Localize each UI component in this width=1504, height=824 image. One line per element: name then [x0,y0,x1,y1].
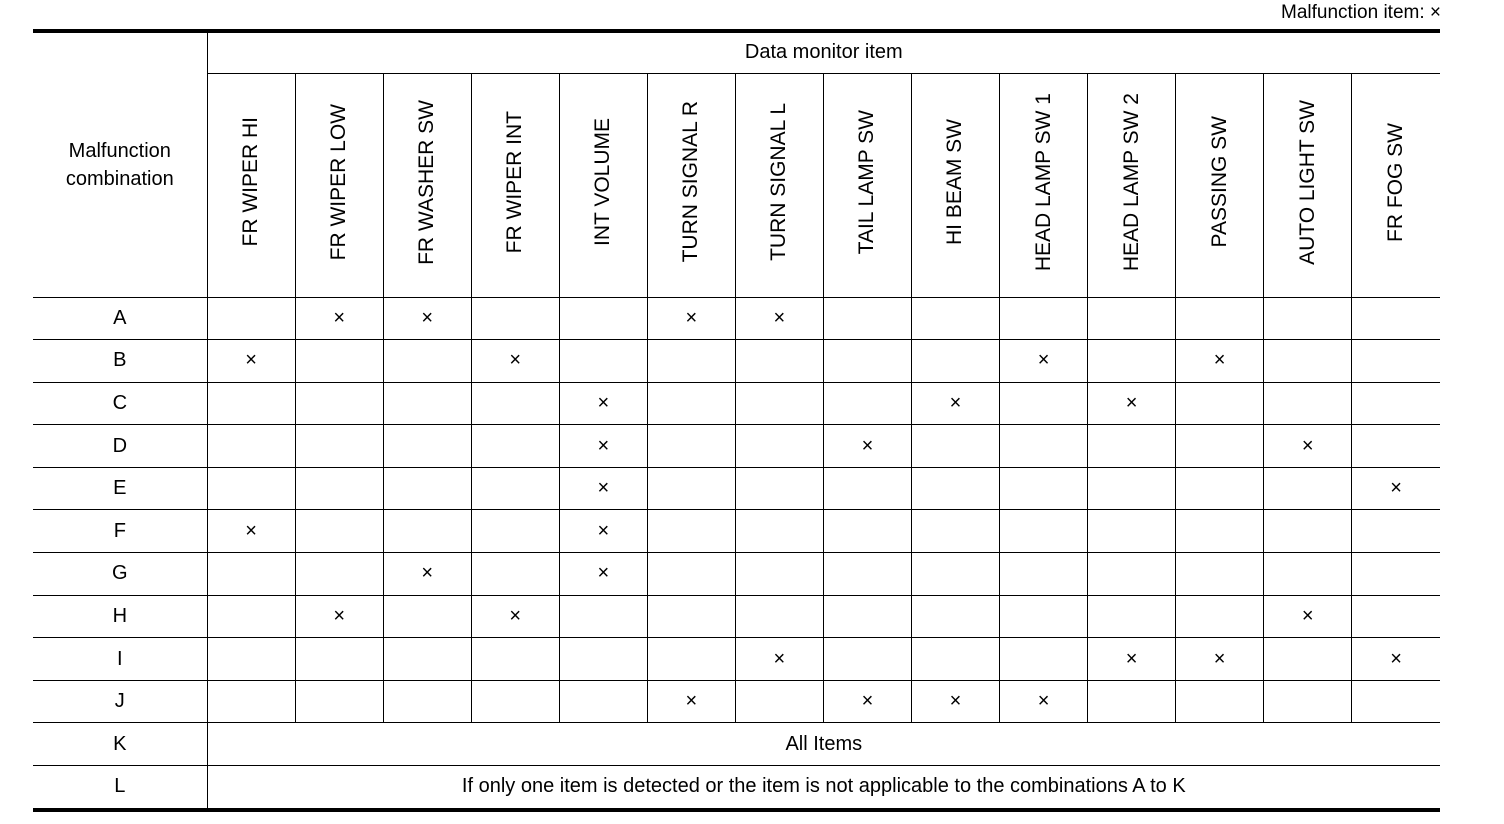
table-cell: × [559,467,647,510]
column-header [207,73,295,297]
table-cell: × [1176,638,1264,681]
table-cell [911,510,999,553]
table-cell [295,382,383,425]
column-header [911,73,999,297]
table-cell: × [1352,467,1440,510]
table-cell [1264,340,1352,383]
table-cell [471,467,559,510]
table-cell [383,467,471,510]
column-header [1352,73,1440,297]
row-label: F [33,510,207,553]
table-cell [471,510,559,553]
table-cell [295,340,383,383]
table-cell [647,425,735,468]
row-label: D [33,425,207,468]
table-cell [823,510,911,553]
column-header-label: FR WIPER INT [503,110,527,254]
table-cell [1352,595,1440,638]
table-cell [823,467,911,510]
table-cell: × [559,553,647,596]
table-cell [911,425,999,468]
row-label: J [33,680,207,723]
row-label: G [33,553,207,596]
table-cell [471,553,559,596]
row-label: I [33,638,207,681]
table-cell [1000,382,1088,425]
header-row-group [33,31,1440,73]
table-cell [647,340,735,383]
table-cell [1176,553,1264,596]
table-cell [735,680,823,723]
column-header [295,73,383,297]
table-cell [1264,680,1352,723]
table-cell: × [1000,340,1088,383]
table-cell [1088,595,1176,638]
table-row [33,425,1440,468]
table-cell [823,297,911,340]
column-header-label: HEAD LAMP SW 1 [1031,92,1055,272]
row-label: B [33,340,207,383]
table-cell [823,553,911,596]
table-cell [383,382,471,425]
table-cell [1088,553,1176,596]
column-header [823,73,911,297]
table-cell: × [647,680,735,723]
table-cell [1264,510,1352,553]
table-cell: × [1352,638,1440,681]
table-cell: × [911,382,999,425]
table-cell [1000,297,1088,340]
table-cell: × [1264,425,1352,468]
column-header [383,73,471,297]
table-cell: × [207,340,295,383]
table-cell: × [911,680,999,723]
table-cell [823,382,911,425]
table-cell [207,638,295,681]
table-cell [207,425,295,468]
column-header-label: TURN SIGNAL R [679,101,703,263]
table-cell [1264,638,1352,681]
table-cell [295,425,383,468]
table-cell [735,425,823,468]
table-cell [559,297,647,340]
table-cell [1352,340,1440,383]
column-header-label: TAIL LAMP SW [855,109,879,255]
table-cell [1000,595,1088,638]
table-cell: × [1000,680,1088,723]
column-header-label: TURN SIGNAL L [767,103,791,261]
table-cell [911,638,999,681]
table-cell [559,340,647,383]
table-cell: × [295,595,383,638]
table-cell [471,425,559,468]
table-cell [1000,638,1088,681]
row-label: L [33,766,207,810]
table-cell [295,680,383,723]
column-header [559,73,647,297]
table-cell [1000,553,1088,596]
table-cell [911,340,999,383]
column-header [471,73,559,297]
table-cell [911,553,999,596]
table-cell [911,595,999,638]
table-cell [1088,340,1176,383]
column-header-label: HEAD LAMP SW 2 [1119,92,1143,272]
table-cell [1088,510,1176,553]
column-header-label: FR WIPER LOW [327,103,351,261]
table-cell [823,595,911,638]
column-header [647,73,735,297]
table-cell: × [383,297,471,340]
table-cell [1264,553,1352,596]
table-cell [471,680,559,723]
table-cell [1176,510,1264,553]
span-cell: If only one item is detected or the item is not applicable to the combinations A to K [207,766,1440,810]
table-cell [383,510,471,553]
table-cell [383,595,471,638]
table-cell [559,680,647,723]
table-cell: × [647,297,735,340]
row-label: E [33,467,207,510]
table-cell [383,638,471,681]
table-cell [1176,467,1264,510]
table-cell: × [559,510,647,553]
row-label: A [33,297,207,340]
table-cell [1088,467,1176,510]
table-cell [1000,510,1088,553]
table-cell [207,595,295,638]
table-cell: × [1264,595,1352,638]
table-cell [735,595,823,638]
table-row [33,766,1440,810]
legend-text: Malfunction item: × [1281,2,1441,23]
table-cell [295,553,383,596]
column-header-label: FR FOG SW [1384,122,1408,242]
table-cell [295,638,383,681]
table-cell [207,382,295,425]
table-cell: × [471,595,559,638]
header-row-columns [33,73,1440,297]
table-cell [735,382,823,425]
table-cell [647,382,735,425]
table-cell [207,680,295,723]
table-cell [1264,297,1352,340]
column-header-label: AUTO LIGHT SW [1295,99,1319,265]
table-cell [1176,425,1264,468]
column-header-label: FR WIPER HI [239,117,263,247]
table-row [33,595,1440,638]
malfunction-combination-table [33,29,1440,812]
table-row [33,467,1440,510]
table-cell [1352,297,1440,340]
column-header-label: HI BEAM SW [943,118,967,245]
table-cell [1264,382,1352,425]
table-cell [1088,297,1176,340]
table-cell [471,297,559,340]
table-row [33,382,1440,425]
table-row [33,510,1440,553]
table-cell [471,382,559,425]
table-cell [1176,297,1264,340]
column-header [1264,73,1352,297]
table-cell [823,340,911,383]
table-cell [1352,425,1440,468]
table-cell: × [735,638,823,681]
table-cell: × [559,382,647,425]
table-cell [647,553,735,596]
table-cell [647,467,735,510]
table-cell [911,467,999,510]
row-label: K [33,723,207,766]
table-cell [383,680,471,723]
table-row [33,340,1440,383]
row-label: H [33,595,207,638]
table-cell: × [471,340,559,383]
table-cell [647,638,735,681]
table-cell: × [735,297,823,340]
table-cell [559,638,647,681]
table-cell [1352,382,1440,425]
column-header [1000,73,1088,297]
table-cell [911,297,999,340]
table-cell [1264,467,1352,510]
column-header-label: PASSING SW [1207,116,1231,248]
table-cell [207,553,295,596]
table-cell: × [295,297,383,340]
corner-header [33,31,207,297]
data-monitor-header: Data monitor item [207,31,1440,73]
table-cell [1088,680,1176,723]
table-cell: × [1088,382,1176,425]
table-cell [207,467,295,510]
table-cell [735,467,823,510]
table-cell [559,595,647,638]
column-header-label: FR WASHER SW [415,99,439,265]
span-cell: All Items [207,723,1440,766]
table-cell [1352,553,1440,596]
column-header [1176,73,1264,297]
table-cell [295,467,383,510]
column-header [1088,73,1176,297]
column-header [735,73,823,297]
table-cell: × [1088,638,1176,681]
table-cell [295,510,383,553]
corner-line-1: Malfunction [68,139,171,162]
table-row [33,297,1440,340]
table-cell [735,553,823,596]
table-cell [1000,467,1088,510]
table-cell: × [383,553,471,596]
table-cell [735,510,823,553]
table-cell [1352,510,1440,553]
table-cell [647,595,735,638]
table-cell [1088,425,1176,468]
table-cell [1176,680,1264,723]
table-cell: × [559,425,647,468]
table-cell: × [823,425,911,468]
table-cell [383,425,471,468]
row-label: C [33,382,207,425]
table-cell [1176,595,1264,638]
table-cell [735,340,823,383]
table-cell [823,638,911,681]
table-cell: × [207,510,295,553]
table-cell: × [1176,340,1264,383]
table-cell [1176,382,1264,425]
table-row [33,638,1440,681]
table-row [33,680,1440,723]
table-cell [383,340,471,383]
table-cell [1000,425,1088,468]
corner-line-2: combination [65,167,174,190]
table-cell: × [823,680,911,723]
table-row [33,723,1440,766]
table-cell [647,510,735,553]
column-header-label: INT VOLUME [591,118,615,246]
table-cell [207,297,295,340]
table-cell [471,638,559,681]
table-cell [1352,680,1440,723]
table-row [33,553,1440,596]
